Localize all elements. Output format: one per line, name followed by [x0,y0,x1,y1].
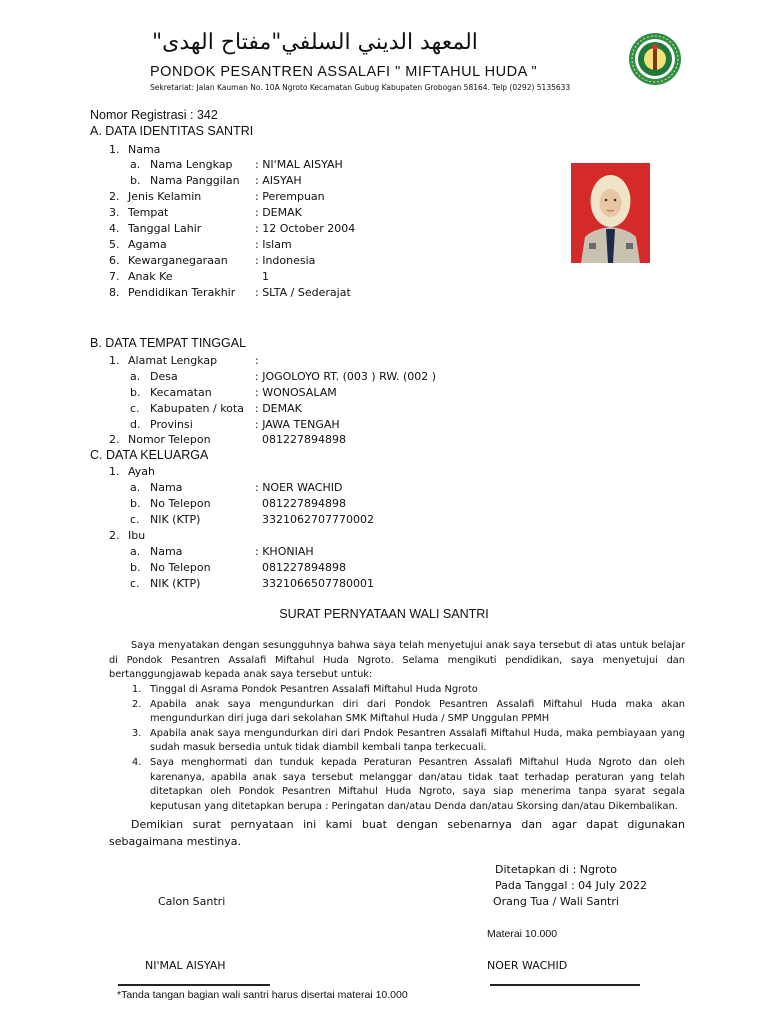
row-number: c. [130,577,140,590]
row-number: 1. [109,354,120,367]
row-value: : DEMAK [255,206,302,219]
row-value: : KHONIAH [255,545,314,558]
guardian-name: NOER WACHID [487,959,568,972]
row-label: Kecamatan [150,386,212,399]
statement-item-text: Apabila anak saya mengundurkan diri dari Pndok Pesantren Assalafi Miftahul Huda, maka pembiayaan yang sudah masuk bersedia untuk tidak diambil kembali tanpa terkecuali. [150,727,685,754]
row-number: b. [130,386,141,399]
materai-label: Materai 10.000 [487,928,558,940]
row-value: 3321066507780001 [255,577,374,590]
row-label: Kewarganegaraan [128,254,228,267]
statement-item-text: Apabila anak saya mengundurkan diri dari Pondok Pesantren Assalafi Miftahul Huda maka akan mengundurkan diri juga dari sekolahan SMK Miftahul Huda / SMP Unggulan PPMH [150,698,685,725]
row-number: 3. [109,206,120,219]
row-label: No Telepon [150,561,211,574]
row-value: : JAWA TENGAH [255,418,340,431]
row-label: Nama [150,545,183,558]
row-label: Jenis Kelamin [128,190,202,203]
statement-closing-text: Demikian surat pernyataan ini kami buat dengan sebenarnya dan agar dapat digunakan sebagaimana mestinya. [109,818,685,848]
row-number: a. [130,481,141,494]
row-number: 7. [109,270,120,283]
row-label: Tempat [128,206,169,219]
row-number: 8. [109,286,120,299]
row-label: NIK (KTP) [150,577,201,590]
row-number: b. [130,497,141,510]
row-value: : Perempuan [255,190,325,203]
statement-item [132,727,685,756]
row-number: d. [130,418,141,431]
row-value: : Indonesia [255,254,316,267]
row-value: : Islam [255,238,292,251]
row-number: b. [130,561,141,574]
row-label: Alamat Lengkap [128,354,218,367]
row-value: 081227894898 [255,497,346,510]
row-label: Tanggal Lahir [128,222,202,235]
row-number: 2. [109,529,120,542]
section-a-title: A. DATA IDENTITAS SANTRI [90,124,254,138]
row-label: Nomor Telepon [128,433,211,446]
statement-intro [109,639,685,683]
row-value: 081227894898 [255,433,346,446]
institution-address: Sekretariat: Jalan Kauman No. 10A Ngroto Kecamatan Gubug Kabupaten Grobogan 58164. Telp (0292) 5135633 [150,83,571,92]
section-b-title: B. DATA TEMPAT TINGGAL [90,336,247,350]
row-label: Pendidikan Terakhir [128,286,236,299]
statement-item [132,756,685,814]
row-number: 4. [109,222,120,235]
row-number: 2. [109,433,120,446]
row-value: : JOGOLOYO RT. (003 ) RW. (002 ) [255,370,437,383]
row-label: Anak Ke [128,270,173,283]
statement-intro-text: Saya menyatakan dengan sesungguhnya bahwa saya telah menyetujui anak saya tersebut di atas untuk belajar di Pondok Pesantren Assalafi Miftahul Huda Ngroto. Selama mengikuti pendidikan, saya menyetujui dan bertanggungjawab kepada anak saya tersebut untuk: [109,640,685,681]
row-number: c. [130,513,140,526]
row-value: : 12 October 2004 [255,222,356,235]
statement-item [132,698,685,727]
row-number: a. [130,545,141,558]
row-value: : NOER WACHID [255,481,343,494]
row-value: 081227894898 [255,561,346,574]
statement-item-number: 3. [132,727,142,739]
statement-item-number: 1. [132,684,142,695]
candidate-signature-line [118,984,270,986]
row-number: c. [130,402,140,415]
row-value: 1 [255,270,269,283]
row-value: 3321062707770002 [255,513,374,526]
row-label: Provinsi [150,418,193,431]
row-number: a. [130,158,141,171]
row-label: Nama [128,143,161,156]
row-label: Ibu [128,529,146,542]
row-label: Ayah [128,465,156,478]
row-number: 6. [109,254,120,267]
statement-list [132,683,685,814]
row-number: 5. [109,238,120,251]
row-value: : WONOSALAM [255,386,337,399]
candidate-name: NI'MAL AISYAH [145,959,226,972]
row-number: a. [130,370,141,383]
pesantren-logo [628,32,682,86]
row-number: 2. [109,190,120,203]
footnote: *Tanda tangan bagian wali santri harus disertai materai 10.000 [117,989,408,1001]
row-label: Agama [128,238,167,251]
statement-item-number: 2. [132,698,142,710]
row-label: NIK (KTP) [150,513,201,526]
statement-closing [109,816,685,850]
row-label: Desa [150,370,178,383]
row-label: Nama Lengkap [150,158,233,171]
section-c-title: C. DATA KELUARGA [90,448,209,462]
row-value: : [255,354,259,367]
row-label: No Telepon [150,497,211,510]
statement-item-text: Saya menghormati dan tunduk kepada Peraturan Pesantren Assalafi Miftahul Huda Ngroto dan oleh karenanya, apabila anak saya tersebut melanggar dan/atau tidak taat terhadap peraturan yang telah ditetapkan oleh Pondok Pesantren Miftahul Huda Ngroto, saya siap menerima tanpa syarat segala keputusan yang ditetapkan berupa : Peringatan dan/atau Denda dan/atau Skorsing dan/atau Dikembalikan. [150,756,685,812]
statement-item-number: 4. [132,756,142,768]
registration-number: Nomor Registrasi : 342 [90,108,218,122]
statement-item [132,683,685,698]
arabic-institution-name: المعهد الديني السلفي"مفتاح الهدى" [152,30,478,55]
row-value: : AISYAH [255,174,302,187]
row-label: Nama Panggilan [150,174,240,187]
student-photo [571,163,650,263]
signature-place: Ditetapkan di : Ngroto [495,863,618,876]
statement-title: SURAT PERNYATAAN WALI SANTRI [279,607,489,621]
row-number: 1. [109,143,120,156]
row-number: b. [130,174,141,187]
guardian-signature-line [490,984,640,986]
row-number: 1. [109,465,120,478]
row-value: : NI'MAL AISYAH [255,158,343,171]
statement-item-text: Tinggal di Asrama Pondok Pesantren Assalafi Miftahul Huda Ngroto [150,684,478,695]
candidate-role: Calon Santri [158,895,226,908]
row-label: Nama [150,481,183,494]
signature-date: Pada Tanggal : 04 July 2022 [495,879,647,892]
row-label: Kabupaten / kota [150,402,244,415]
institution-name: PONDOK PESANTREN ASSALAFI " MIFTAHUL HUDA " [150,64,538,80]
row-value: : DEMAK [255,402,302,415]
row-value: : SLTA / Sederajat [255,286,351,299]
guardian-role: Orang Tua / Wali Santri [493,895,619,908]
